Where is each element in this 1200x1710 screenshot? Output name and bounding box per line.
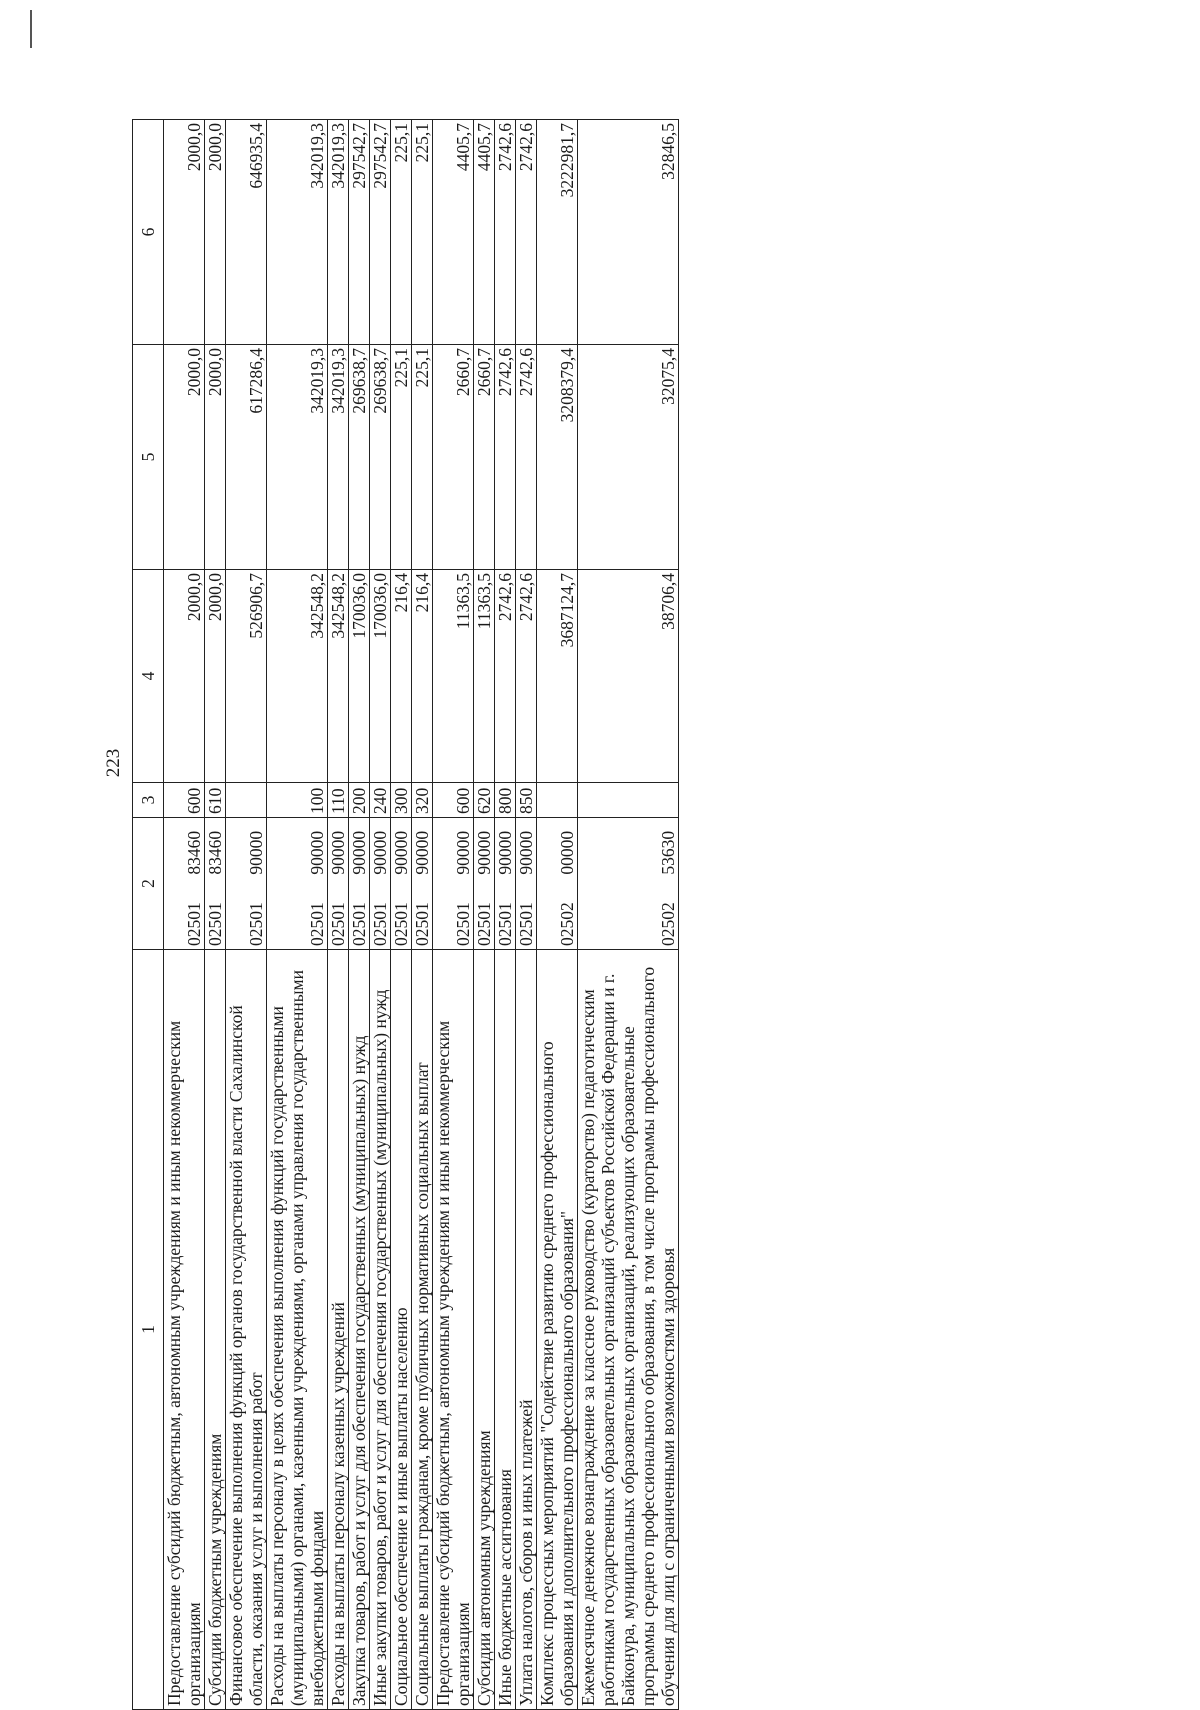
budget-table-container (132, 120, 1182, 1710)
row-name: Предоставление субсидий бюджетным, автономным учреждениям и иным некоммерческим организациям (433, 950, 474, 1710)
amount-col-6: 342019,3 (267, 120, 328, 345)
target-article-program: 02501 (412, 888, 433, 950)
amount-col-6: 297542,7 (349, 120, 370, 345)
amount-col-6: 2742,6 (495, 120, 516, 345)
target-article-direction: 90000 (370, 818, 391, 888)
target-article-direction: 00000 (537, 818, 578, 888)
expense-type: 800 (495, 783, 516, 818)
amount-col-4: 170036,0 (349, 570, 370, 783)
amount-col-6: 2000,0 (205, 120, 226, 345)
amount-col-6: 3222981,7 (537, 120, 578, 345)
amount-col-4: 526906,7 (226, 570, 267, 783)
table-row (433, 120, 474, 1710)
amount-col-5: 2742,6 (495, 345, 516, 570)
target-article-program: 02501 (205, 888, 226, 950)
expense-type: 320 (412, 783, 433, 818)
header-col-1: 1 (133, 950, 164, 1710)
amount-col-6: 4405,7 (433, 120, 474, 345)
header-col-5: 5 (133, 345, 164, 570)
expense-type: 100 (267, 783, 328, 818)
amount-col-5: 617286,4 (226, 345, 267, 570)
row-name: Социальное обеспечение и иные выплаты населению (391, 950, 412, 1710)
row-name: Ежемесячное денежное вознаграждение за классное руководство (кураторство) педагогическим работникам государственных образовательных организаций субъектов Российской Федерации и г. Байконура, муниципальных образовательных организаций, реализующих образовательные программы среднего профессионального образования, в том числе программы профессионального обучения для лиц с ограниченными возможностями здоровья (578, 950, 679, 1710)
amount-col-5: 2000,0 (164, 345, 205, 570)
row-name: Иные закупки товаров, работ и услуг для обеспечения государственных (муниципальных) нужд (370, 950, 391, 1710)
amount-col-6: 225,1 (391, 120, 412, 345)
target-article-program: 02501 (495, 888, 516, 950)
amount-col-6: 32846,5 (578, 120, 679, 345)
target-article-program: 02501 (391, 888, 412, 950)
target-article-program: 02501 (516, 888, 537, 950)
table-row (370, 120, 391, 1710)
target-article-program: 02501 (370, 888, 391, 950)
amount-col-4: 2742,6 (495, 570, 516, 783)
amount-col-5: 342019,3 (328, 345, 349, 570)
target-article-direction: 90000 (516, 818, 537, 888)
amount-col-4: 342548,2 (267, 570, 328, 783)
target-article-program: 02501 (226, 888, 267, 950)
expense-type: 610 (205, 783, 226, 818)
expense-type: 110 (328, 783, 349, 818)
target-article-direction: 90000 (328, 818, 349, 888)
table-row (578, 120, 679, 1710)
amount-col-4: 3687124,7 (537, 570, 578, 783)
target-article-direction: 53630 (578, 818, 679, 888)
row-name: Иные бюджетные ассигнования (495, 950, 516, 1710)
expense-type: 620 (474, 783, 495, 818)
table-row (205, 120, 226, 1710)
amount-col-6: 225,1 (412, 120, 433, 345)
amount-col-4: 216,4 (412, 570, 433, 783)
row-name: Предоставление субсидий бюджетным, автономным учреждениям и иным некоммерческим организациям (164, 950, 205, 1710)
table-row (474, 120, 495, 1710)
table-row (328, 120, 349, 1710)
target-article-direction: 90000 (391, 818, 412, 888)
amount-col-5: 2660,7 (474, 345, 495, 570)
amount-col-4: 2000,0 (205, 570, 226, 783)
scan-artifact (30, 10, 32, 48)
row-name: Комплекс процессных мероприятий "Содействие развитию среднего профессионального образования и дополнительного профессионального образования" (537, 950, 578, 1710)
target-article-direction: 90000 (474, 818, 495, 888)
row-name: Расходы на выплаты персоналу в целях обеспечения выполнения функций государственными (муниципальными) органами, казенными учреждениями, органами управления государственными внебюджетными фондами (267, 950, 328, 1710)
target-article-direction: 90000 (412, 818, 433, 888)
amount-col-6: 2000,0 (164, 120, 205, 345)
table-row (164, 120, 205, 1710)
expense-type: 300 (391, 783, 412, 818)
amount-col-5: 32075,4 (578, 345, 679, 570)
header-col-4: 4 (133, 570, 164, 783)
amount-col-6: 646935,4 (226, 120, 267, 345)
expense-type: 200 (349, 783, 370, 818)
expense-type: 600 (164, 783, 205, 818)
target-article-direction: 90000 (226, 818, 267, 888)
amount-col-4: 38706,4 (578, 570, 679, 783)
target-article-direction: 90000 (433, 818, 474, 888)
row-name: Расходы на выплаты персоналу казенных учреждений (328, 950, 349, 1710)
amount-col-6: 297542,7 (370, 120, 391, 345)
table-row (412, 120, 433, 1710)
expense-type: 240 (370, 783, 391, 818)
amount-col-6: 2742,6 (516, 120, 537, 345)
amount-col-4: 2000,0 (164, 570, 205, 783)
header-col-3: 3 (133, 783, 164, 818)
target-article-program: 02501 (349, 888, 370, 950)
header-col-6: 6 (133, 120, 164, 345)
target-article-program: 02501 (164, 888, 205, 950)
table-row (537, 120, 578, 1710)
amount-col-5: 225,1 (391, 345, 412, 570)
target-article-program: 02502 (578, 888, 679, 950)
amount-col-4: 11363,5 (474, 570, 495, 783)
expense-type (578, 783, 679, 818)
amount-col-4: 2742,6 (516, 570, 537, 783)
expense-type (226, 783, 267, 818)
table-row (226, 120, 267, 1710)
amount-col-5: 269638,7 (370, 345, 391, 570)
target-article-program: 02501 (474, 888, 495, 950)
amount-col-6: 342019,3 (328, 120, 349, 345)
table-row (267, 120, 328, 1710)
table-row (516, 120, 537, 1710)
row-name: Социальные выплаты гражданам, кроме публичных нормативных социальных выплат (412, 950, 433, 1710)
target-article-direction: 90000 (495, 818, 516, 888)
expense-type: 600 (433, 783, 474, 818)
amount-col-5: 225,1 (412, 345, 433, 570)
budget-table (132, 119, 679, 1710)
row-name: Субсидии автономным учреждениям (474, 950, 495, 1710)
page-number: 223 (103, 748, 124, 778)
header-row (133, 120, 164, 1710)
target-article-direction: 83460 (164, 818, 205, 888)
target-article-direction: 83460 (205, 818, 226, 888)
target-article-program: 02501 (267, 888, 328, 950)
amount-col-4: 11363,5 (433, 570, 474, 783)
row-name: Субсидии бюджетным учреждениям (205, 950, 226, 1710)
table-row (391, 120, 412, 1710)
amount-col-5: 2660,7 (433, 345, 474, 570)
target-article-program: 02501 (328, 888, 349, 950)
amount-col-6: 4405,7 (474, 120, 495, 345)
amount-col-5: 2742,6 (516, 345, 537, 570)
target-article-direction: 90000 (267, 818, 328, 888)
amount-col-5: 342019,3 (267, 345, 328, 570)
table-row (495, 120, 516, 1710)
target-article-program: 02502 (537, 888, 578, 950)
expense-type: 850 (516, 783, 537, 818)
header-col-2: 2 (133, 818, 164, 950)
amount-col-4: 170036,0 (370, 570, 391, 783)
target-article-program: 02501 (433, 888, 474, 950)
amount-col-5: 3208379,4 (537, 345, 578, 570)
row-name: Финансовое обеспечение выполнения функций органов государственной власти Сахалинской области, оказания услуг и выполнения работ (226, 950, 267, 1710)
target-article-direction: 90000 (349, 818, 370, 888)
row-name: Закупка товаров, работ и услуг для обеспечения государственных (муниципальных) нужд (349, 950, 370, 1710)
amount-col-5: 269638,7 (349, 345, 370, 570)
amount-col-4: 342548,2 (328, 570, 349, 783)
table-row (349, 120, 370, 1710)
expense-type (537, 783, 578, 818)
amount-col-4: 216,4 (391, 570, 412, 783)
amount-col-5: 2000,0 (205, 345, 226, 570)
row-name: Уплата налогов, сборов и иных платежей (516, 950, 537, 1710)
